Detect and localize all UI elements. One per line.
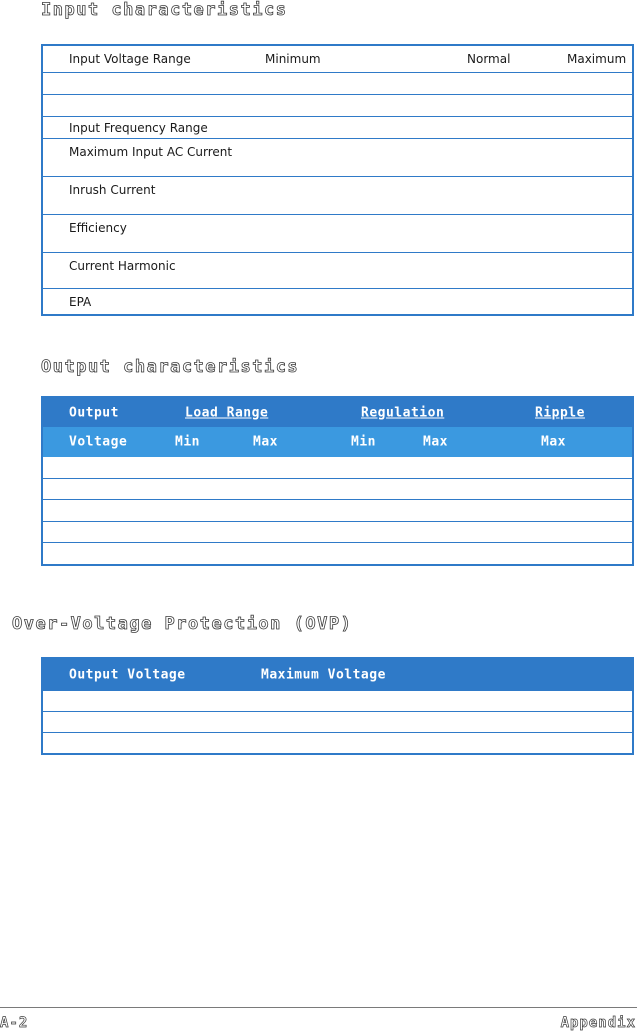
input-frequency-range-row [43, 117, 632, 139]
maximum-input-ac-current-row [43, 139, 632, 177]
input-table-header-row [43, 46, 632, 73]
input-table-row [43, 95, 632, 117]
epa-row [43, 289, 632, 314]
output-column-header: Output [69, 405, 119, 420]
load-range-column-header: Load Range [185, 405, 269, 420]
output-table-subheader-row [43, 427, 632, 457]
maximum-voltage-column-header: Maximum Voltage [261, 667, 386, 683]
ovp-table-row [43, 691, 632, 712]
load-min-column-header: Min [175, 434, 200, 450]
output-table-row [43, 479, 632, 500]
input-characteristics-table [41, 44, 634, 316]
load-max-column-header: Max [253, 434, 278, 450]
output-table-row [43, 522, 632, 543]
maximum-column-header: Maximum [567, 52, 627, 66]
voltage-column-header: Voltage [69, 434, 128, 450]
regulation-min-column-header: Min [351, 434, 376, 450]
current-harmonic-row [43, 253, 632, 289]
ovp-title: Over-Voltage Protection (OVP) [12, 614, 353, 634]
ovp-table [41, 657, 634, 755]
ovp-table-row [43, 733, 632, 753]
output-table-header-row [43, 398, 632, 427]
footer-section-name: Appendix [560, 1015, 636, 1031]
ripple-max-column-header: Max [541, 434, 566, 450]
output-table-row [43, 457, 632, 479]
output-characteristics-title: Output characteristics [41, 357, 300, 377]
regulation-max-column-header: Max [423, 434, 448, 450]
output-characteristics-table [41, 396, 634, 566]
ovp-table-header-row [43, 659, 632, 691]
epa-label: EPA [69, 294, 92, 309]
maximum-input-ac-current-label: Maximum Input AC Current [69, 145, 233, 159]
input-frequency-range-label: Input Frequency Range [69, 120, 208, 135]
efficiency-label: Efficiency [69, 221, 127, 235]
ovp-table-row [43, 712, 632, 733]
minimum-column-header: Minimum [265, 52, 321, 66]
output-table-row [43, 543, 632, 564]
regulation-column-header: Regulation [361, 405, 445, 420]
page-number: A-2 [0, 1015, 29, 1031]
footer-divider [0, 1007, 637, 1008]
normal-column-header: Normal [467, 52, 511, 66]
ripple-column-header: Ripple [535, 405, 585, 420]
current-harmonic-label: Current Harmonic [69, 259, 176, 273]
efficiency-row [43, 215, 632, 253]
inrush-current-label: Inrush Current [69, 183, 156, 197]
output-table-row [43, 500, 632, 522]
inrush-current-row [43, 177, 632, 215]
input-characteristics-title: Input characteristics [41, 0, 288, 20]
input-table-row [43, 73, 632, 95]
input-voltage-range-label: Input Voltage Range [69, 52, 191, 66]
output-voltage-column-header: Output Voltage [69, 667, 186, 683]
